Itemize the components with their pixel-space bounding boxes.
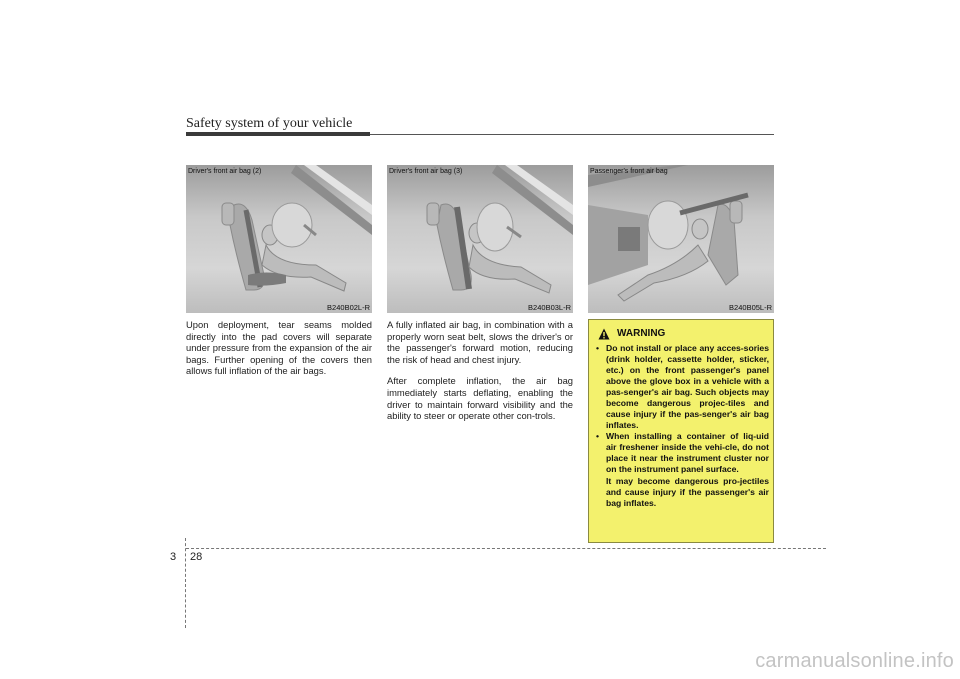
warning-item — [595, 431, 769, 509]
footer-rule — [186, 548, 826, 549]
header-rule-thin — [370, 134, 774, 135]
section-number: 3 — [170, 551, 177, 563]
header-rule-thick — [186, 132, 370, 136]
warning-item-text: When installing a container of liq-uid air freshener inside the vehi-cle, do not place it near the instrument cluster nor on the instrument panel surface. — [606, 431, 769, 474]
warning-header — [589, 328, 773, 342]
passenger-airbag-illustration — [588, 165, 774, 313]
paragraph-inflated-airbag: A fully inflated air bag, in combination with a properly worn seat belt, slows the driver's or the passenger's forward motion, reducing the risk of head and chest injury. — [387, 319, 573, 365]
column-1-text — [186, 319, 372, 387]
warning-list — [595, 343, 769, 509]
figure-caption: Driver's front air bag (3) — [389, 168, 463, 175]
warning-title: WARNING — [617, 328, 666, 339]
figure-image — [186, 165, 372, 313]
figure-caption: Passenger's front air bag — [590, 168, 668, 175]
driver-airbag-illustration — [186, 165, 372, 313]
figure-image — [588, 165, 774, 313]
figure-driver-airbag-3 — [387, 165, 573, 315]
figure-caption: Driver's front air bag (2) — [188, 168, 262, 175]
figure-code: B240B03L-R — [528, 303, 571, 312]
watermark-text: carmanualsonline.info — [755, 650, 954, 672]
figure-image — [387, 165, 573, 313]
paragraph-tear-seams: Upon deployment, tear seams molded directly into the pad covers will separate under pressure from the expansion of the air bags. Further opening of the covers then allows full inflation of the air bags. — [186, 319, 372, 377]
figure-passenger-airbag — [588, 165, 774, 315]
bullet-icon: • — [596, 431, 600, 441]
figure-code: B240B05L-R — [729, 303, 772, 312]
warning-item — [595, 343, 769, 431]
warning-item-continuation: It may become dangerous pro-jectiles and cause injury if the passenger's air bag inflates. — [606, 476, 769, 508]
warning-triangle-icon — [598, 328, 610, 340]
bullet-icon: • — [596, 343, 600, 353]
page-number: 28 — [190, 551, 203, 563]
column-2-text — [387, 319, 573, 432]
driver-airbag-inflated-illustration — [387, 165, 573, 313]
footer-vertical-rule — [185, 538, 186, 628]
paragraph-deflation: After complete inflation, the air bag immediately starts deflating, enabling the driver to maintain forward visibility and the ability to steer or operate other con-trols. — [387, 375, 573, 422]
figure-code: B240B02L-R — [327, 303, 370, 312]
page-header-title: Safety system of your vehicle — [186, 116, 353, 131]
warning-item-text: Do not install or place any acces-sories (drink holder, cassette holder, sticker, etc.) on the front passenger's panel above the glove box in a vehicle with a pas-senger's air bag. Such objects may become dangerous projec-tiles and cause injury if the pas-senger's air bag inflates. — [606, 343, 769, 430]
figure-driver-airbag-2 — [186, 165, 372, 315]
warning-box — [588, 319, 774, 543]
